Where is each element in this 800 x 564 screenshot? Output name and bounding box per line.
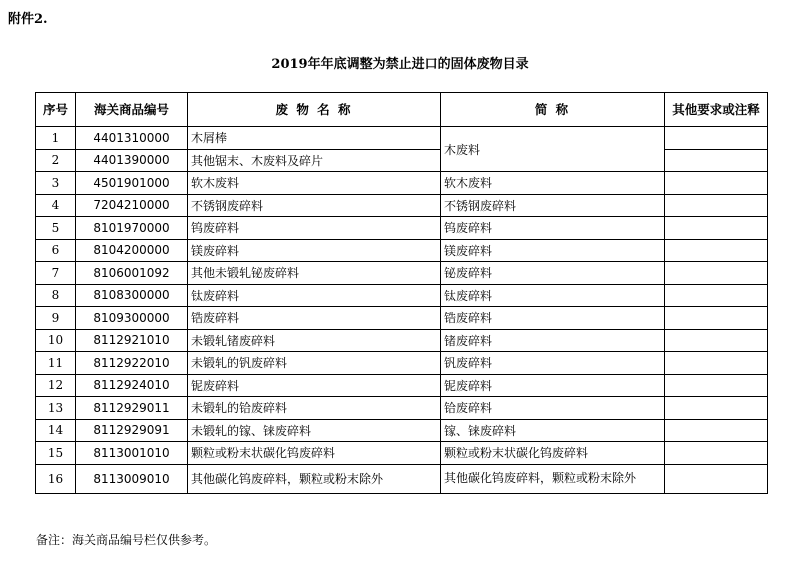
code-cell: 8109300000 bbox=[76, 307, 188, 330]
table-row bbox=[36, 127, 768, 150]
notes-cell bbox=[665, 374, 768, 397]
code-cell: 8104200000 bbox=[76, 239, 188, 262]
short-name-cell: 其他碳化钨废碎料，颗粒或粉末除外 bbox=[441, 464, 665, 493]
short-name-cell: 钨废碎料 bbox=[441, 217, 665, 240]
name-cell: 未锻轧锗废碎料 bbox=[188, 329, 441, 352]
notes-cell bbox=[665, 262, 768, 285]
notes-cell bbox=[665, 307, 768, 330]
notes-cell bbox=[665, 442, 768, 465]
seq-cell: 14 bbox=[36, 419, 76, 442]
short-name-cell: 颗粒或粉末状碳化钨废碎料 bbox=[441, 442, 665, 465]
notes-cell bbox=[665, 149, 768, 172]
footnote: 备注：海关商品编号栏仅供参考。 bbox=[36, 533, 217, 547]
name-cell: 其他锯末、木废料及碎片 bbox=[188, 149, 441, 172]
short-name-cell: 木废料 bbox=[441, 127, 665, 172]
code-cell: 4501901000 bbox=[76, 172, 188, 195]
code-cell: 4401310000 bbox=[76, 127, 188, 150]
code-cell: 8108300000 bbox=[76, 284, 188, 307]
waste-catalog-table bbox=[35, 92, 768, 494]
table-header-row bbox=[36, 93, 768, 127]
notes-cell bbox=[665, 464, 768, 493]
code-cell: 8112921010 bbox=[76, 329, 188, 352]
table-row bbox=[36, 172, 768, 195]
annex-label: 附件2. bbox=[8, 12, 48, 27]
seq-cell: 11 bbox=[36, 352, 76, 375]
table-row bbox=[36, 374, 768, 397]
seq-cell: 5 bbox=[36, 217, 76, 240]
code-cell: 4401390000 bbox=[76, 149, 188, 172]
name-cell: 未锻轧的钒废碎料 bbox=[188, 352, 441, 375]
seq-cell: 3 bbox=[36, 172, 76, 195]
seq-cell: 13 bbox=[36, 397, 76, 420]
code-cell: 8113001010 bbox=[76, 442, 188, 465]
column-header-other-notes: 其他要求或注释 bbox=[665, 93, 768, 127]
notes-cell bbox=[665, 194, 768, 217]
code-cell: 8106001092 bbox=[76, 262, 188, 285]
name-cell: 软木废料 bbox=[188, 172, 441, 195]
document-title: 2019年年底调整为禁止进口的固体废物目录 bbox=[271, 57, 529, 72]
notes-cell bbox=[665, 397, 768, 420]
name-cell: 镁废碎料 bbox=[188, 239, 441, 262]
table-row bbox=[36, 239, 768, 262]
short-name-cell: 镓、铼废碎料 bbox=[441, 419, 665, 442]
notes-cell bbox=[665, 352, 768, 375]
seq-cell: 4 bbox=[36, 194, 76, 217]
short-name-cell: 锆废碎料 bbox=[441, 307, 665, 330]
code-cell: 8101970000 bbox=[76, 217, 188, 240]
table-row bbox=[36, 464, 768, 493]
code-cell: 7204210000 bbox=[76, 194, 188, 217]
table-row bbox=[36, 419, 768, 442]
code-cell: 8112929011 bbox=[76, 397, 188, 420]
short-name-cell: 钒废碎料 bbox=[441, 352, 665, 375]
seq-cell: 1 bbox=[36, 127, 76, 150]
seq-cell: 9 bbox=[36, 307, 76, 330]
name-cell: 钛废碎料 bbox=[188, 284, 441, 307]
name-cell: 不锈钢废碎料 bbox=[188, 194, 441, 217]
code-cell: 8112922010 bbox=[76, 352, 188, 375]
code-cell: 8113009010 bbox=[76, 464, 188, 493]
table-row bbox=[36, 307, 768, 330]
table-row bbox=[36, 352, 768, 375]
name-cell: 未锻轧的镓、铼废碎料 bbox=[188, 419, 441, 442]
notes-cell bbox=[665, 239, 768, 262]
table-row bbox=[36, 329, 768, 352]
short-name-cell: 铪废碎料 bbox=[441, 397, 665, 420]
short-name-cell: 锗废碎料 bbox=[441, 329, 665, 352]
table-row bbox=[36, 194, 768, 217]
column-header-seq: 序号 bbox=[36, 93, 76, 127]
column-header-short-name: 简 称 bbox=[441, 93, 665, 127]
table-row bbox=[36, 262, 768, 285]
code-cell: 8112924010 bbox=[76, 374, 188, 397]
notes-cell bbox=[665, 172, 768, 195]
code-cell: 8112929091 bbox=[76, 419, 188, 442]
name-cell: 颗粒或粉末状碳化钨废碎料 bbox=[188, 442, 441, 465]
table-row bbox=[36, 442, 768, 465]
column-header-name: 废 物 名 称 bbox=[188, 93, 441, 127]
notes-cell bbox=[665, 329, 768, 352]
short-name-cell: 镁废碎料 bbox=[441, 239, 665, 262]
seq-cell: 8 bbox=[36, 284, 76, 307]
name-cell: 木屑棒 bbox=[188, 127, 441, 150]
name-cell: 未锻轧的铪废碎料 bbox=[188, 397, 441, 420]
notes-cell bbox=[665, 127, 768, 150]
seq-cell: 7 bbox=[36, 262, 76, 285]
name-cell: 锆废碎料 bbox=[188, 307, 441, 330]
short-name-cell: 不锈钢废碎料 bbox=[441, 194, 665, 217]
seq-cell: 16 bbox=[36, 464, 76, 493]
table-row bbox=[36, 397, 768, 420]
seq-cell: 15 bbox=[36, 442, 76, 465]
seq-cell: 10 bbox=[36, 329, 76, 352]
short-name-cell: 软木废料 bbox=[441, 172, 665, 195]
name-cell: 其他未锻轧铋废碎料 bbox=[188, 262, 441, 285]
name-cell: 钨废碎料 bbox=[188, 217, 441, 240]
table-row bbox=[36, 217, 768, 240]
short-name-cell: 钛废碎料 bbox=[441, 284, 665, 307]
seq-cell: 12 bbox=[36, 374, 76, 397]
notes-cell bbox=[665, 217, 768, 240]
notes-cell bbox=[665, 284, 768, 307]
notes-cell bbox=[665, 419, 768, 442]
short-name-cell: 铋废碎料 bbox=[441, 262, 665, 285]
short-name-cell: 铌废碎料 bbox=[441, 374, 665, 397]
seq-cell: 2 bbox=[36, 149, 76, 172]
seq-cell: 6 bbox=[36, 239, 76, 262]
name-cell: 铌废碎料 bbox=[188, 374, 441, 397]
column-header-code: 海关商品编号 bbox=[76, 93, 188, 127]
name-cell: 其他碳化钨废碎料，颗粒或粉末除外 bbox=[188, 464, 441, 493]
table-row bbox=[36, 284, 768, 307]
